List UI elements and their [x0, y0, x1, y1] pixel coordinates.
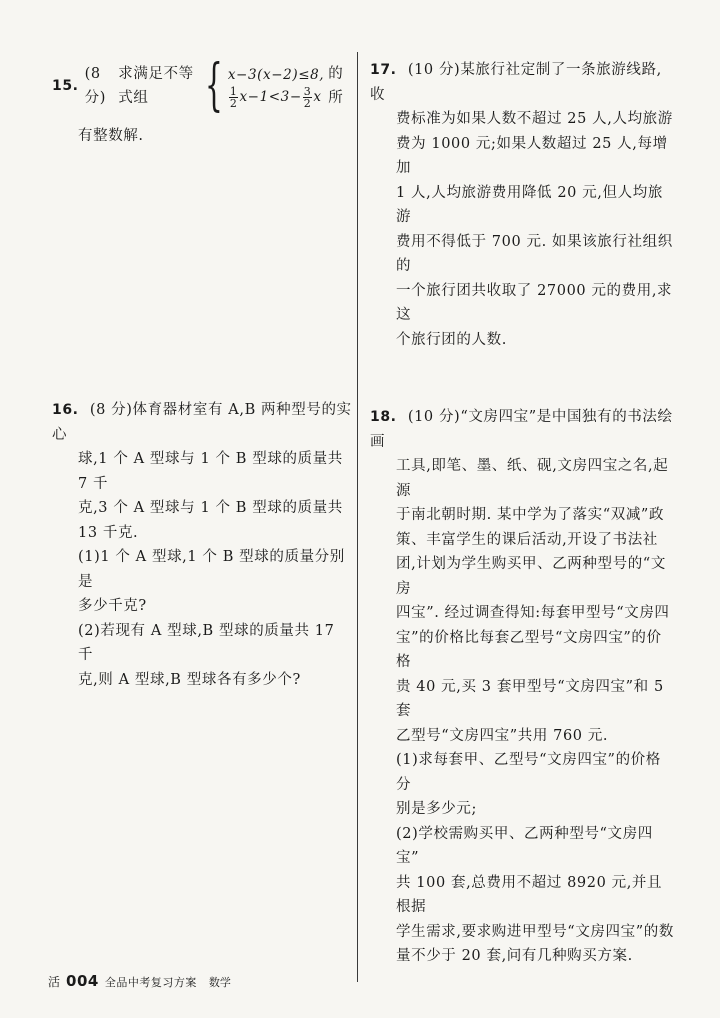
part-1-line: 别是多少元; — [396, 801, 477, 817]
question-number: 16. — [52, 402, 79, 418]
left-brace: { — [204, 53, 223, 118]
stem-line: 费标准为如果人数不超过 25 人,人均旅游 — [396, 111, 673, 127]
question-points: (8 分) — [89, 402, 133, 418]
stem-line: 1 人,人均旅游费用降低 20 元,但人均旅游 — [396, 184, 663, 225]
part-2-line: 学生需求,要求购进甲型号“文房四宝”的数 — [396, 923, 674, 940]
stem-line: 一个旅行团共收取了 27000 元的费用,求这 — [396, 282, 673, 323]
question-15 — [52, 53, 352, 149]
question-number: 17. — [370, 62, 397, 78]
part-2-line: (2)学校需购买甲、乙两种型号“文房四宝” — [396, 825, 653, 866]
stem-line: 13 千克. — [78, 524, 139, 541]
inequality-2: $\frac{1}{2}$ x−1<3− $\frac{3}{2}$ x — [229, 84, 322, 110]
stem-line: 克,3 个 A 型球与 1 个 B 型球的质量共 — [78, 500, 343, 516]
question-points: (10 分) — [407, 62, 461, 78]
question-17 — [370, 58, 675, 352]
inequality-1: x−3(x−2)≤8, — [227, 66, 325, 83]
column-divider — [357, 52, 358, 982]
stem-line: 费为 1000 元;如果人数超过 25 人,每增加 — [396, 135, 668, 176]
question-18 — [370, 405, 675, 969]
stem-line: “文房四宝”是中国独有的书法绘画 — [370, 409, 673, 450]
page-footer — [48, 972, 231, 990]
stem-line: 乙型号“文房四宝”共用 760 元. — [396, 727, 609, 744]
part-2-line: 克,则 A 型球,B 型球各有多少个? — [78, 671, 301, 688]
stem-line: 费用不得低于 700 元. 如果该旅行社组织的 — [396, 233, 673, 274]
question-points: (10 分) — [407, 409, 461, 425]
stem-line: 球,1 个 A 型球与 1 个 B 型球的质量共 7 千 — [78, 451, 343, 492]
stem-line: 贵 40 元,买 3 套甲型号“文房四宝”和 5 套 — [396, 678, 664, 719]
stem-line: 宝”的价格比每套乙型号“文房四宝”的价格 — [396, 629, 662, 670]
stem-line: 四宝”. 经过调查得知:每套甲型号“文房四 — [396, 605, 670, 621]
footer-prefix: 活 — [48, 975, 61, 989]
part-2-line: 共 100 套,总费用不超过 8920 元,并且根据 — [396, 874, 663, 915]
question-points: (8 分) — [84, 65, 106, 106]
fraction-three-halves: $\frac{3}{2}$ — [303, 84, 312, 110]
part-2-line: (2)若现有 A 型球,B 型球的质量共 17 千 — [78, 622, 335, 663]
part-1-line: 多少千克? — [78, 598, 147, 614]
stem-line: 团,计划为学生购买甲、乙两种型号的“文房 — [396, 556, 666, 597]
stem-line: 某旅行社定制了一条旅游线路,收 — [370, 62, 662, 103]
question-number: 18. — [370, 409, 397, 425]
stem-continuation: 的所 — [328, 65, 344, 106]
part-1-line: (1)求每套甲、乙型号“文房四宝”的价格分 — [396, 752, 661, 793]
stem-line: 体育器材室有 A,B 两种型号的实心 — [52, 402, 352, 443]
question-16 — [52, 398, 352, 692]
stem-line: 个旅行团的人数. — [396, 331, 507, 348]
page-number: 004 — [66, 972, 99, 990]
stem-line: 工具,即笔、墨、纸、砚,文房四宝之名,起源 — [396, 458, 669, 499]
book-title: 全品中考复习方案 — [104, 976, 197, 989]
stem-tail: 有整数解. — [78, 128, 144, 144]
part-2-line: 量不少于 20 套,问有几种购买方案. — [396, 948, 633, 964]
stem-line: 于南北朝时期. 某中学为了落实“双减”政 — [396, 507, 665, 523]
question-number: 15. — [52, 77, 79, 94]
stem-line: 策、丰富学生的课后活动,开设了书法社 — [396, 531, 658, 548]
inequality-system — [228, 64, 324, 109]
part-1-line: (1)1 个 A 型球,1 个 B 型球的质量分别是 — [78, 549, 345, 590]
subject-label: 数学 — [208, 976, 231, 989]
question-stem: 求满足不等式组 — [118, 65, 194, 106]
fraction-half: $\frac{1}{2}$ — [229, 84, 238, 110]
